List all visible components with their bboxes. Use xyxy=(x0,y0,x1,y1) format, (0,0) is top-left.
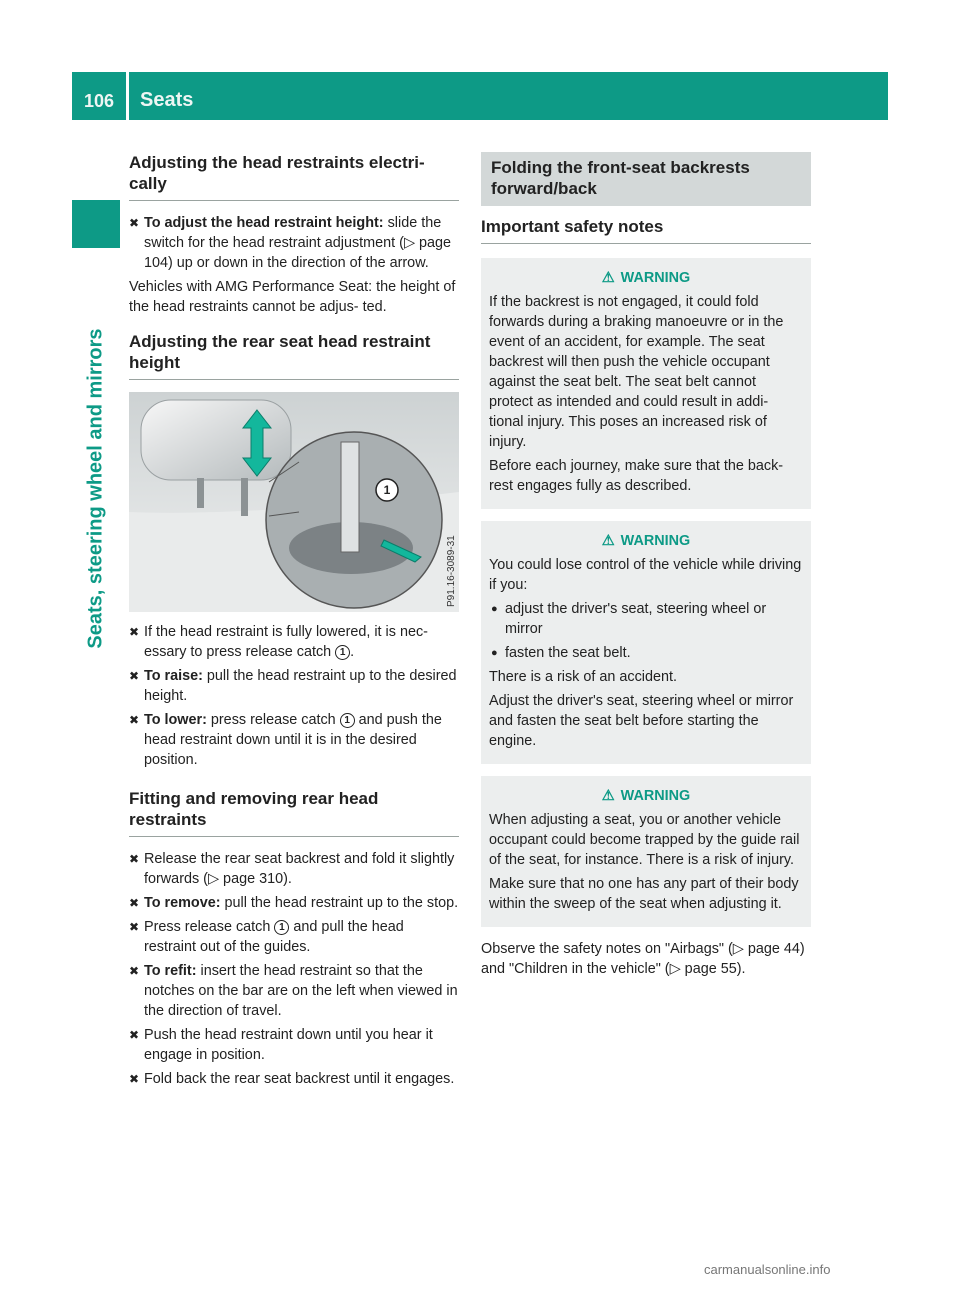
warning-heading: ⚠ WARNING xyxy=(601,533,691,549)
warning-bullet: ● adjust the driver's seat, steering wheel or mirror xyxy=(491,601,767,637)
folding-backrests-heading-box xyxy=(481,152,811,206)
amg-note: Vehicles with AMG Performance Seat: the height of the head restraints cannot be adjus- ted. xyxy=(129,279,456,315)
heading-important-safety-notes: Important safety notes xyxy=(481,216,811,244)
side-tab xyxy=(72,200,120,248)
bullet-icon: ● xyxy=(491,647,498,659)
step-release-backrest: ✖ Release the rear seat backrest and fold it slightly forwards (▷ page 310). xyxy=(129,851,455,887)
heading-folding-backrests: Folding the front-seat backrests forward/back xyxy=(491,158,750,198)
left-column xyxy=(129,152,459,1093)
warning-text: Adjust the driver's seat, steering wheel or mirror and fasten the seat belt before starting the engine. xyxy=(489,693,794,749)
page-ref-arrow-icon: ▷ xyxy=(732,941,744,957)
step-to-refit: ✖ To refit: insert the head restraint so that the notches on the bar are on the left when viewed in the direction of travel. xyxy=(129,963,458,1019)
observe-safety-notes: Observe the safety notes on "Airbags" (▷ page 44) and "Children in the vehicle" (▷ page 55). xyxy=(481,941,805,977)
step-arrow-icon: ✖ xyxy=(129,216,140,230)
head-restraint-figure xyxy=(129,392,459,612)
header-title: Seats xyxy=(140,89,194,111)
bullet-icon: ● xyxy=(491,603,498,615)
release-catch-ref: 1 xyxy=(335,645,350,660)
warning-bullet: ● fasten the seat belt. xyxy=(491,645,631,661)
warning-heading: ⚠ WARNING xyxy=(601,270,691,286)
step-to-remove: ✖ To remove: pull the head restraint up to the stop. xyxy=(129,895,459,911)
page-number: 106 xyxy=(83,91,115,111)
callout-1: 1 xyxy=(383,483,391,497)
warning-text: You could lose control of the vehicle while driving if you: xyxy=(489,557,802,593)
warning-text: Before each journey, make sure that the back- rest engages fully as described. xyxy=(489,458,784,494)
heading-rear-head-restraint-height: Adjusting the rear seat head restraint height xyxy=(129,331,459,380)
side-chapter-label-text: Seats, steering wheel and mirrors xyxy=(84,327,107,649)
watermark: carmanualsonline.info xyxy=(704,1262,831,1277)
step-fully-lowered: ✖ If the head restraint is fully lowered, it is nec- essary to press release catch 1 . xyxy=(129,624,428,660)
step-fold-back: ✖ Fold back the rear seat backrest until it engages. xyxy=(129,1071,455,1087)
page-ref-arrow-icon: ▷ xyxy=(207,871,220,887)
heading-head-restraints-electric: Adjusting the head restraints electri- cally xyxy=(129,152,459,201)
warning-triangle-icon: ⚠ xyxy=(601,270,615,286)
page-ref-arrow-icon: ▷ xyxy=(669,961,681,977)
step-to-lower: ✖ To lower: press release catch 1 and push the head restraint down until it is in the desired position. xyxy=(129,712,442,768)
head-restraint-illustration xyxy=(129,392,459,612)
side-chapter-label xyxy=(72,258,120,718)
warning-triangle-icon: ⚠ xyxy=(601,788,615,804)
warning-box-2 xyxy=(481,521,811,764)
warning-text: Make sure that no one has any part of their body within the sweep of the seat when adjusting it. xyxy=(489,876,799,912)
step-to-raise: ✖ To raise: pull the head restraint up to the desired height. xyxy=(129,668,457,704)
step-adjust-height: ✖ To adjust the head restraint height: slide the switch for the head restraint adjustment (▷ page 104) up or down in the direction of the arrow. xyxy=(129,215,452,271)
figure-code: P91.16-3089-31 xyxy=(446,535,457,607)
release-catch-ref: 1 xyxy=(340,713,355,728)
header-divider xyxy=(126,72,129,120)
warning-box-3 xyxy=(481,776,811,927)
heading-fitting-removing: Fitting and removing rear head restraints xyxy=(129,788,459,837)
page-ref-arrow-icon: ▷ xyxy=(403,235,416,251)
step-push-down: ✖ Push the head restraint down until you hear it engage in position. xyxy=(129,1027,433,1063)
warning-text: There is a risk of an accident. xyxy=(489,669,677,685)
warning-heading: ⚠ WARNING xyxy=(601,788,691,804)
header-bar xyxy=(72,72,888,120)
warning-text: When adjusting a seat, you or another vehicle occupant could become trapped by the guide rail of the seat, for instance. There is a risk of injury. xyxy=(489,812,800,868)
right-column xyxy=(481,152,811,979)
warning-box-1 xyxy=(481,258,811,509)
warning-text: If the backrest is not engaged, it could fold forwards during a braking manoeuvre or in the event of an accident, for example. The seat backrest will then push the vehicle occupant against the seat belt. The seat belt cannot protect as intended and could result in addi- tional injury. This poses an increased risk of injury. xyxy=(489,294,784,450)
warning-triangle-icon: ⚠ xyxy=(601,533,615,549)
step-press-catch: ✖ Press release catch 1 and pull the head restraint out of the guides. xyxy=(129,919,404,955)
release-catch-ref: 1 xyxy=(274,920,289,935)
